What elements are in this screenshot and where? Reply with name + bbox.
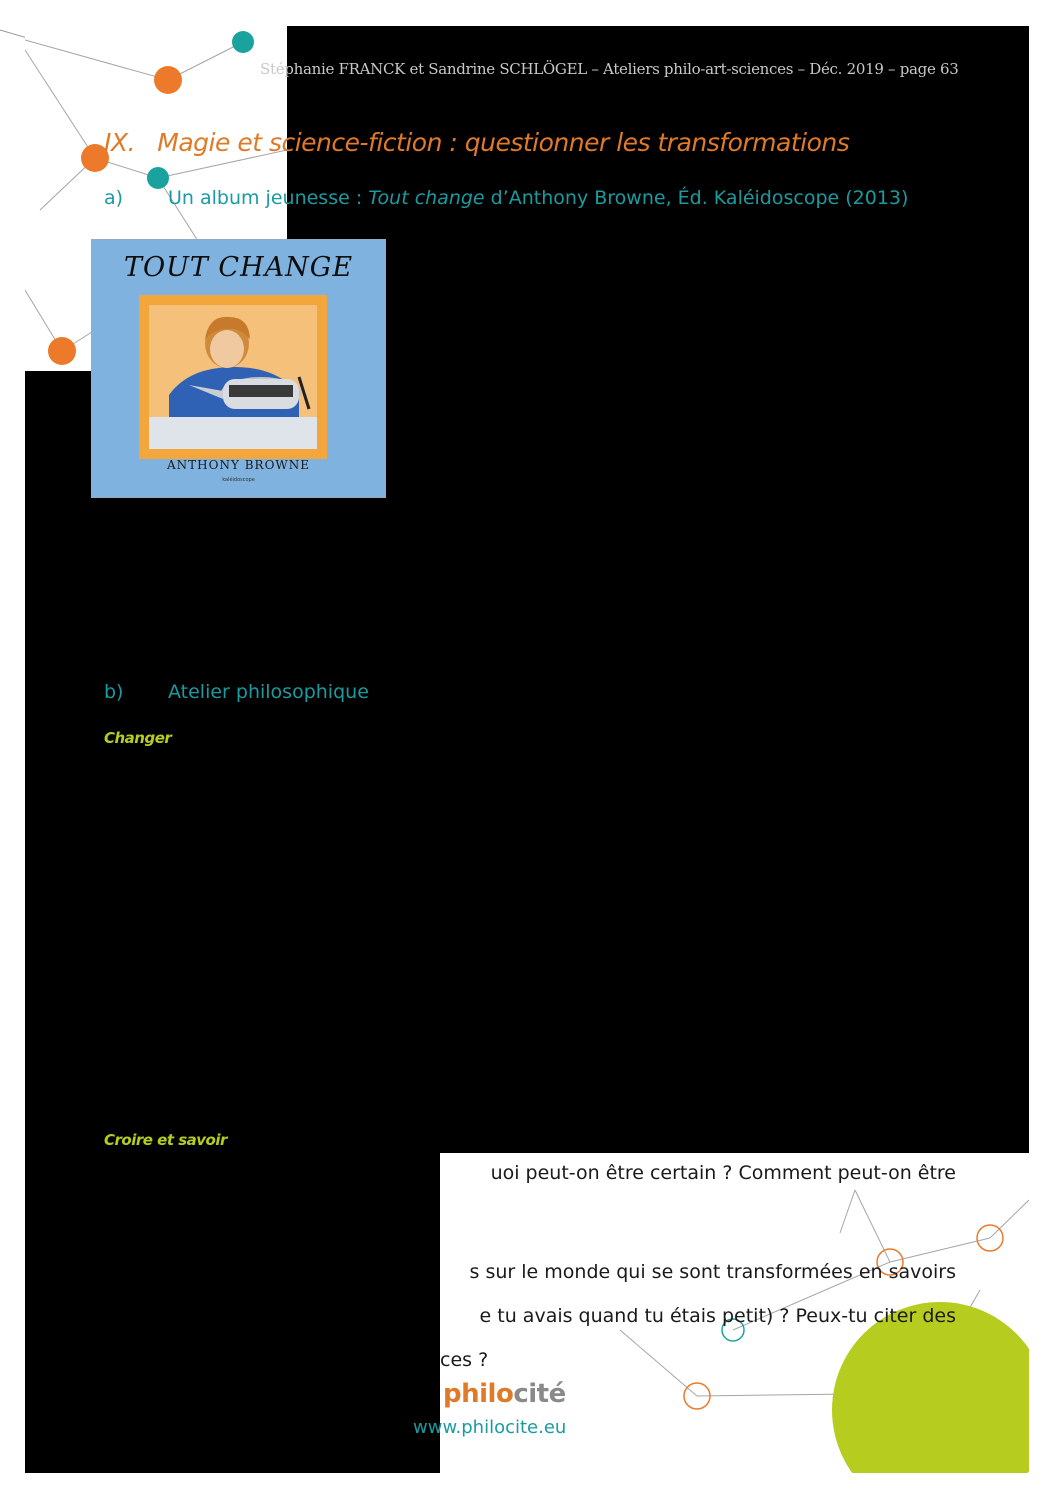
body-text-line: e tu avais quand tu étais petit) ? Peux-tu citer des (479, 1305, 956, 1327)
philocite-logo (443, 1379, 566, 1409)
cover-illustration (149, 305, 317, 449)
cover-publisher: kaléidoscope (222, 477, 255, 483)
subsection-a-suffix: d’Anthony Browne, Éd. Kaléidoscope (2013) (484, 187, 909, 209)
subsection-a-prefix: Un album jeunesse : (168, 187, 369, 209)
logo-cite: cité (513, 1379, 566, 1409)
cover-title: TOUT CHANGE (123, 252, 354, 283)
section-title (104, 128, 849, 157)
body-text-line: s sur le monde qui se sont transformées en savoirs (469, 1261, 956, 1283)
logo-philo: philo (443, 1379, 514, 1409)
subsection-a-number: a) (104, 187, 124, 209)
book-title: Tout change (368, 187, 485, 209)
section-number: IX. (104, 128, 135, 157)
cover-author: ANTHONY BROWNE (167, 458, 310, 472)
cover-illustration-frame (139, 295, 327, 459)
footer-url-link[interactable]: www.philocite.eu (413, 1417, 567, 1438)
theme-heading-changer: Changer (104, 729, 172, 747)
boy-with-teapot-illustration (149, 305, 317, 449)
body-text-line: uoi peut-on être certain ? Comment peut-on être (490, 1162, 956, 1184)
running-header: Stéphanie FRANCK et Sandrine SCHLÖGEL – Ateliers philo-art-sciences – Déc. 2019 – page 63 (260, 60, 959, 78)
subsection-b-heading (104, 681, 369, 703)
subsection-b-label: Atelier philosophique (168, 681, 369, 703)
section-title-text: Magie et science-fiction : questionner les transformations (157, 128, 850, 157)
theme-heading-croire-savoir: Croire et savoir (104, 1131, 227, 1149)
body-text-line: ces ? (440, 1349, 489, 1371)
subsection-a-heading (104, 187, 908, 209)
book-cover-image (91, 239, 386, 498)
redacted-area-bottom (25, 1153, 440, 1473)
subsection-b-number: b) (104, 681, 124, 703)
